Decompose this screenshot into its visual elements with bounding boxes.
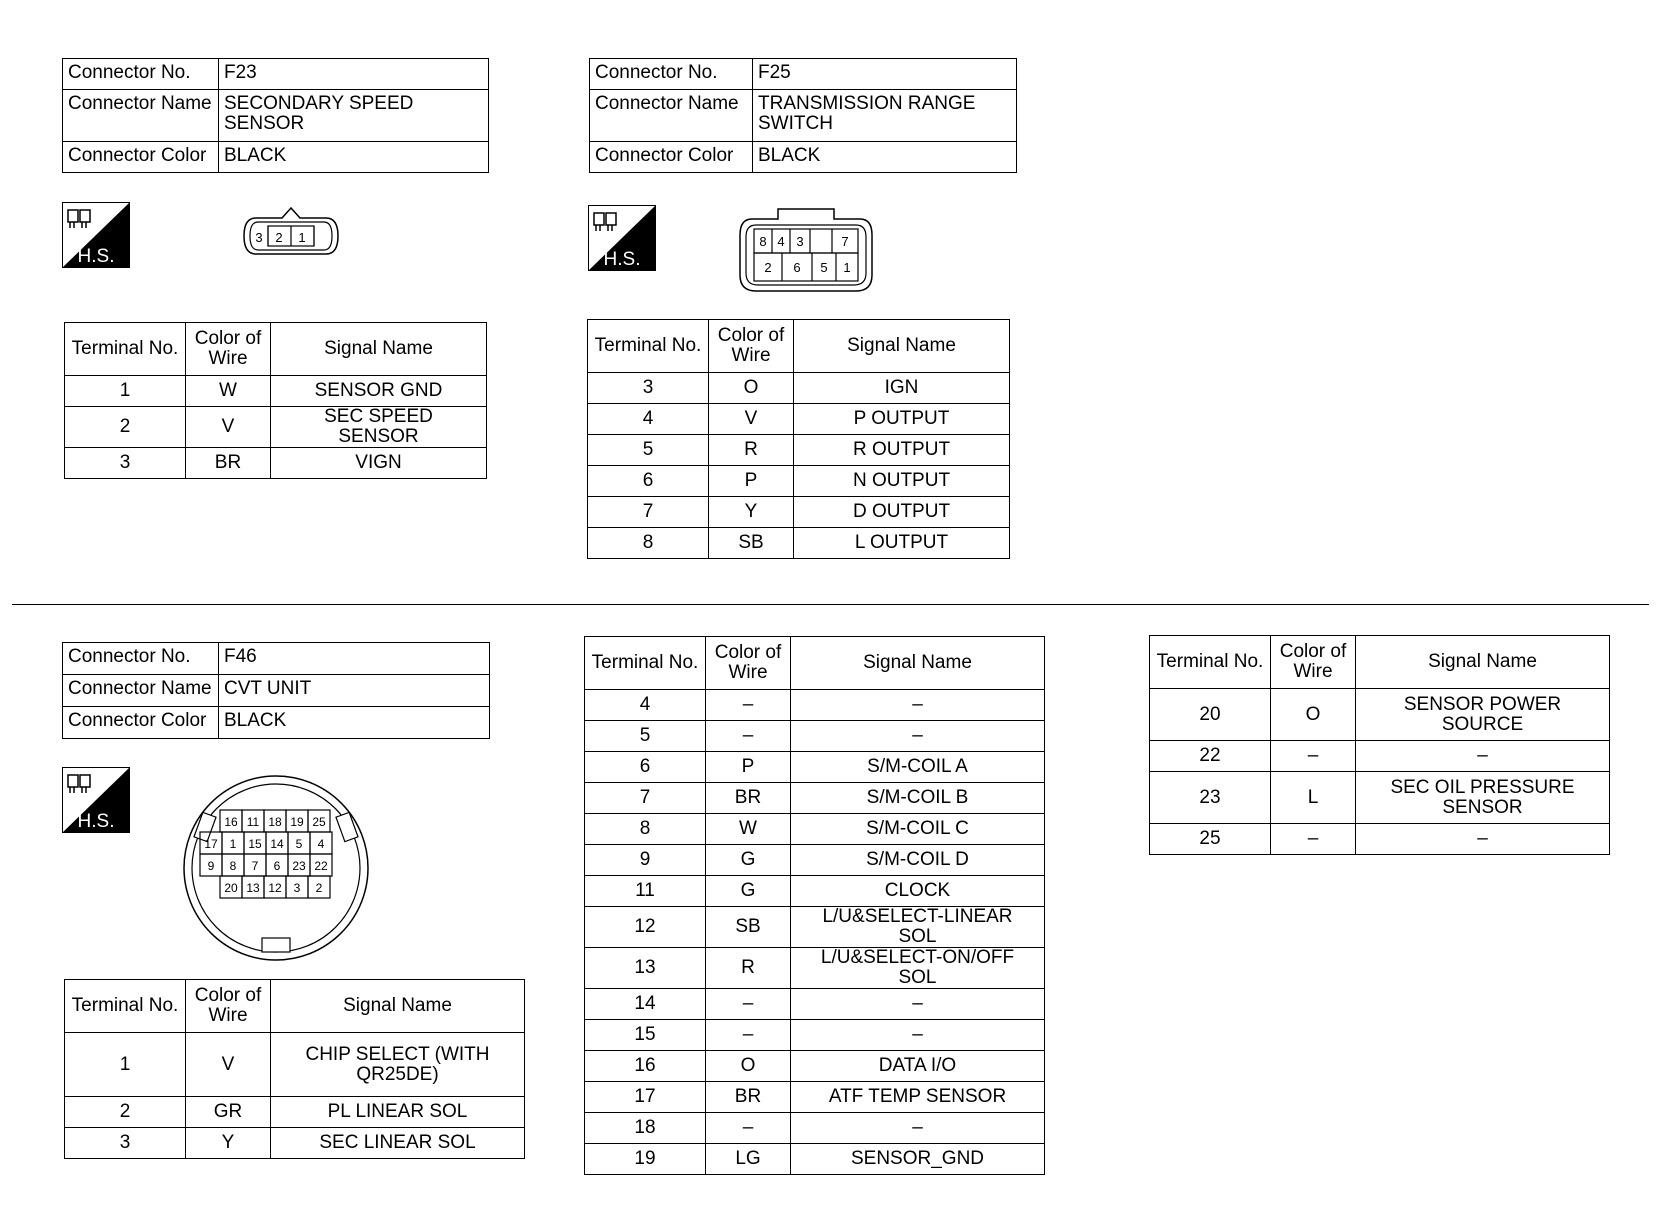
signal-name-cell: SENSOR GND [271, 376, 487, 407]
wire-color-cell: – [706, 989, 791, 1020]
signal-name-cell: – [791, 1020, 1045, 1051]
connector-color-value: BLACK [753, 142, 1017, 173]
harness-side-icon [588, 205, 656, 271]
pin-label: 23 [292, 859, 306, 873]
table-row [585, 1113, 1045, 1144]
color-of-wire-header: Color of Wire [706, 637, 791, 690]
signal-name-cell: SEC OIL PRESSURE SENSOR [1356, 772, 1610, 824]
signal-name-cell: SENSOR POWER SOURCE [1356, 689, 1610, 741]
signal-name-cell: S/M-COIL C [791, 814, 1045, 845]
wire-color-cell: W [706, 814, 791, 845]
signal-name-cell: SENSOR_GND [791, 1144, 1045, 1175]
pin-label: 7 [841, 234, 849, 249]
wire-color-cell: – [706, 1113, 791, 1144]
connector-name-label: Connector Name [590, 90, 753, 142]
signal-name-cell: – [1356, 824, 1610, 855]
table-row [585, 1144, 1045, 1175]
color-of-wire-header: Color of Wire [1271, 636, 1356, 689]
table-row [65, 1033, 525, 1097]
terminal-no-cell: 19 [585, 1144, 706, 1175]
wire-color-cell: SB [706, 907, 791, 948]
pin-label: 11 [246, 815, 260, 829]
pin-label: 3 [255, 230, 263, 245]
signal-name-cell: D OUTPUT [794, 497, 1010, 528]
f25-connector-info [589, 58, 1017, 173]
connector-name-value: TRANSMISSION RANGE SWITCH [753, 90, 1017, 142]
signal-name-cell: CLOCK [791, 876, 1045, 907]
signal-name-cell: ATF TEMP SENSOR [791, 1082, 1045, 1113]
pin-label: 22 [314, 859, 328, 873]
signal-name-header: Signal Name [791, 637, 1045, 690]
table-row [588, 435, 1010, 466]
signal-name-header: Signal Name [1356, 636, 1610, 689]
hs-label: H.S. [77, 246, 115, 267]
f23-terminal-table [64, 322, 487, 479]
wire-color-cell: O [1271, 689, 1356, 741]
terminal-no-cell: 8 [585, 814, 706, 845]
signal-name-cell: L OUTPUT [794, 528, 1010, 559]
connector-name-value: SECONDARY SPEED SENSOR [219, 90, 489, 142]
table-row [585, 989, 1045, 1020]
signal-name-cell: PL LINEAR SOL [271, 1097, 525, 1128]
signal-name-header: Signal Name [794, 320, 1010, 373]
signal-name-cell: – [791, 690, 1045, 721]
table-row [585, 814, 1045, 845]
terminal-no-cell: 5 [585, 721, 706, 752]
signal-name-cell: P OUTPUT [794, 404, 1010, 435]
terminal-no-cell: 14 [585, 989, 706, 1020]
signal-name-cell: DATA I/O [791, 1051, 1045, 1082]
pin-label: 20 [224, 881, 238, 895]
terminal-no-header: Terminal No. [585, 637, 706, 690]
wire-color-cell: – [706, 690, 791, 721]
color-of-wire-header: Color of Wire [186, 980, 271, 1033]
wire-color-cell: Y [186, 1128, 271, 1159]
hs-label: H.S. [77, 811, 115, 832]
signal-name-header: Signal Name [271, 323, 487, 376]
wire-color-cell: BR [706, 1082, 791, 1113]
section-divider [12, 604, 1649, 605]
table-row [585, 948, 1045, 989]
pin-label: 13 [246, 881, 260, 895]
signal-name-cell: SEC SPEED SENSOR [271, 407, 487, 448]
wire-color-cell: V [709, 404, 794, 435]
table-row [65, 448, 487, 479]
signal-name-header: Signal Name [271, 980, 525, 1033]
connector-color-value: BLACK [219, 707, 490, 739]
wire-color-cell: – [1271, 741, 1356, 772]
signal-name-cell: SEC LINEAR SOL [271, 1128, 525, 1159]
wire-color-cell: – [706, 721, 791, 752]
signal-name-cell: – [791, 721, 1045, 752]
connector-no-value: F46 [219, 643, 490, 675]
color-of-wire-header: Color of Wire [709, 320, 794, 373]
f46-terminal-table-a [64, 979, 525, 1159]
pin-label: 19 [290, 815, 304, 829]
terminal-no-cell: 2 [65, 407, 186, 448]
terminal-no-cell: 1 [65, 376, 186, 407]
signal-name-cell: S/M-COIL D [791, 845, 1045, 876]
table-row [585, 783, 1045, 814]
signal-name-cell: – [791, 1113, 1045, 1144]
pin-label: 16 [224, 815, 238, 829]
pin-label: 4 [317, 837, 325, 851]
harness-side-icon [62, 767, 130, 833]
pin-label: 1 [229, 837, 237, 851]
f46-terminal-table-b [584, 636, 1045, 1175]
wire-color-cell: LG [706, 1144, 791, 1175]
table-row [1150, 824, 1610, 855]
terminal-no-cell: 6 [588, 466, 709, 497]
connector-no-value: F25 [753, 59, 1017, 90]
wire-color-cell: – [1271, 824, 1356, 855]
wire-color-cell: V [186, 407, 271, 448]
terminal-no-cell: 4 [585, 690, 706, 721]
pin-label: 18 [268, 815, 282, 829]
terminal-no-cell: 22 [1150, 741, 1271, 772]
terminal-no-cell: 8 [588, 528, 709, 559]
pin-label: 2 [275, 230, 283, 245]
terminal-no-cell: 3 [65, 448, 186, 479]
signal-name-cell: VIGN [271, 448, 487, 479]
pin-label: 2 [315, 881, 323, 895]
f23-connector-face [242, 202, 342, 258]
terminal-no-cell: 17 [585, 1082, 706, 1113]
table-row [585, 690, 1045, 721]
terminal-no-cell: 4 [588, 404, 709, 435]
signal-name-cell: S/M-COIL B [791, 783, 1045, 814]
table-row [588, 466, 1010, 497]
wire-color-cell: V [186, 1033, 271, 1097]
harness-side-icon [62, 202, 130, 268]
terminal-no-cell: 18 [585, 1113, 706, 1144]
terminal-no-cell: 16 [585, 1051, 706, 1082]
pin-label: 12 [268, 881, 282, 895]
terminal-no-cell: 7 [588, 497, 709, 528]
pin-label: 2 [764, 260, 772, 275]
table-row [585, 845, 1045, 876]
signal-name-cell: L/U&SELECT-LINEAR SOL [791, 907, 1045, 948]
pin-label: 25 [312, 815, 326, 829]
signal-name-cell: CHIP SELECT (WITH QR25DE) [271, 1033, 525, 1097]
wire-color-cell: BR [706, 783, 791, 814]
wire-color-cell: R [706, 948, 791, 989]
signal-name-cell: IGN [794, 373, 1010, 404]
connector-no-label: Connector No. [63, 59, 219, 90]
wire-color-cell: GR [186, 1097, 271, 1128]
signal-name-cell: L/U&SELECT-ON/OFF SOL [791, 948, 1045, 989]
terminal-no-cell: 23 [1150, 772, 1271, 824]
pin-label: 1 [298, 230, 306, 245]
table-row [585, 721, 1045, 752]
terminal-no-cell: 20 [1150, 689, 1271, 741]
terminal-no-cell: 6 [585, 752, 706, 783]
table-row [588, 497, 1010, 528]
signal-name-cell: N OUTPUT [794, 466, 1010, 497]
terminal-no-cell: 15 [585, 1020, 706, 1051]
table-row [1150, 741, 1610, 772]
wire-color-cell: L [1271, 772, 1356, 824]
table-row [588, 404, 1010, 435]
connector-color-label: Connector Color [590, 142, 753, 173]
pin-label: 3 [293, 881, 301, 895]
table-row [585, 876, 1045, 907]
f25-terminal-table [587, 319, 1010, 559]
wire-color-cell: P [706, 752, 791, 783]
terminal-no-cell: 25 [1150, 824, 1271, 855]
wire-color-cell: G [706, 876, 791, 907]
wire-color-cell: R [709, 435, 794, 466]
pin-label: 14 [270, 837, 284, 851]
terminal-no-header: Terminal No. [65, 980, 186, 1033]
terminal-no-cell: 12 [585, 907, 706, 948]
terminal-no-cell: 9 [585, 845, 706, 876]
wire-color-cell: O [706, 1051, 791, 1082]
hs-label: H.S. [603, 249, 641, 270]
terminal-no-cell: 7 [585, 783, 706, 814]
wire-color-cell: G [706, 845, 791, 876]
f25-connector-face [736, 205, 876, 295]
connector-color-value: BLACK [219, 142, 489, 173]
f46-terminal-table-c [1149, 635, 1610, 855]
terminal-no-cell: 11 [585, 876, 706, 907]
signal-name-cell: S/M-COIL A [791, 752, 1045, 783]
terminal-no-cell: 1 [65, 1033, 186, 1097]
terminal-no-cell: 2 [65, 1097, 186, 1128]
f23-connector-info [62, 58, 489, 173]
wire-color-cell: W [186, 376, 271, 407]
connector-name-value: CVT UNIT [219, 675, 490, 707]
table-row [65, 1097, 525, 1128]
pin-label: 5 [295, 837, 303, 851]
pin-label: 6 [273, 859, 281, 873]
table-row [588, 373, 1010, 404]
pin-label: 1 [843, 260, 851, 275]
terminal-no-header: Terminal No. [65, 323, 186, 376]
wire-color-cell: SB [709, 528, 794, 559]
wire-color-cell: – [706, 1020, 791, 1051]
terminal-no-header: Terminal No. [588, 320, 709, 373]
pin-label: 7 [251, 859, 259, 873]
f46-connector-face [180, 770, 380, 966]
connector-name-label: Connector Name [63, 675, 219, 707]
f46-connector-info [62, 642, 490, 739]
connector-color-label: Connector Color [63, 707, 219, 739]
pin-label: 6 [793, 260, 801, 275]
table-row [65, 407, 487, 448]
table-row [585, 752, 1045, 783]
wire-color-cell: P [709, 466, 794, 497]
terminal-no-cell: 5 [588, 435, 709, 466]
table-row [65, 376, 487, 407]
pin-label: 3 [796, 234, 804, 249]
table-row [1150, 689, 1610, 741]
connector-no-label: Connector No. [590, 59, 753, 90]
table-row [585, 907, 1045, 948]
table-row [65, 1128, 525, 1159]
pin-label: 17 [204, 837, 218, 851]
table-row [585, 1020, 1045, 1051]
signal-name-cell: – [1356, 741, 1610, 772]
terminal-no-cell: 13 [585, 948, 706, 989]
pin-label: 5 [820, 260, 828, 275]
connector-no-label: Connector No. [63, 643, 219, 675]
table-row [585, 1051, 1045, 1082]
table-row [585, 1082, 1045, 1113]
signal-name-cell: – [791, 989, 1045, 1020]
pin-label: 8 [759, 234, 767, 249]
terminal-no-header: Terminal No. [1150, 636, 1271, 689]
wire-color-cell: O [709, 373, 794, 404]
terminal-no-cell: 3 [588, 373, 709, 404]
pin-label: 4 [777, 234, 785, 249]
pin-label: 15 [248, 837, 262, 851]
pin-label: 9 [207, 859, 215, 873]
connector-name-label: Connector Name [63, 90, 219, 142]
table-row [1150, 772, 1610, 824]
pin-label: 8 [229, 859, 237, 873]
wire-color-cell: Y [709, 497, 794, 528]
terminal-no-cell: 3 [65, 1128, 186, 1159]
signal-name-cell: R OUTPUT [794, 435, 1010, 466]
connector-color-label: Connector Color [63, 142, 219, 173]
connector-no-value: F23 [219, 59, 489, 90]
wire-color-cell: BR [186, 448, 271, 479]
table-row [588, 528, 1010, 559]
color-of-wire-header: Color of Wire [186, 323, 271, 376]
